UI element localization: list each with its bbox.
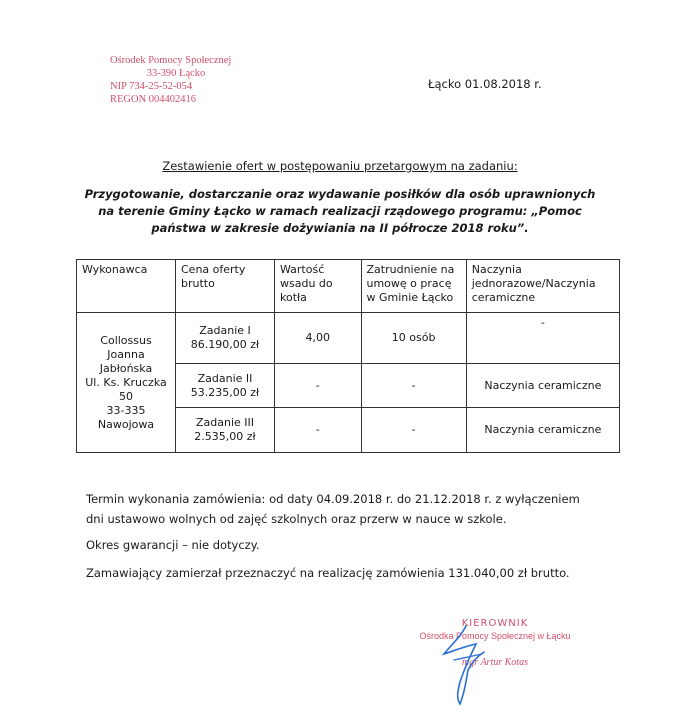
value-cell: 4,00 (275, 313, 362, 364)
handwritten-signature-icon (430, 620, 500, 710)
offers-table (76, 259, 620, 453)
contractor-line: 33-335 (106, 403, 146, 417)
subject-line-1: Przygotowanie, dostarczanie oraz wydawanie posiłków dla osób uprawnionych (84, 187, 596, 201)
header-employment: Zatrudnienie na umowę o pracę w Gminie Łącko (361, 260, 466, 313)
budget-text: Zamawiający zamierzał przeznaczyć na realizację zamówienia 131.040,00 zł brutto. (86, 566, 570, 580)
header-value: Wartość wsadu do kotła (275, 260, 362, 313)
price-cell (176, 364, 275, 408)
task-name: Zadanie II (197, 371, 253, 385)
employment-cell: 10 osób (361, 313, 466, 364)
task-price: 2.535,00 zł (194, 430, 256, 443)
dishes-cell: - (466, 313, 619, 364)
contractor-line: Jabłońska (99, 361, 153, 375)
document-date: Łącko 01.08.2018 r. (428, 77, 542, 91)
subject-line-2: na terenie Gminy Łącko w ramach realizacji rządowego programu: „Pomoc (98, 204, 582, 218)
employment-cell: - (361, 364, 466, 408)
term-line-2: dni ustawowo wolnych od zajęć szkolnych oraz przerw w nauce w szkole. (86, 512, 507, 526)
task-name: Zadanie I (199, 324, 251, 337)
institution-stamp (96, 54, 256, 106)
task-name: Zadanie III (195, 416, 255, 429)
value-cell: - (275, 408, 362, 453)
contractor-line: Joanna (107, 347, 145, 361)
stamp-address: 33-390 Łącko (146, 68, 206, 79)
header-contractor: Wykonawca (77, 260, 176, 313)
table-header-row (77, 260, 620, 313)
contractor-line: Nawojowa (97, 417, 155, 431)
signature-name: mgr Artur Kotas (462, 657, 528, 668)
contractor-line: Ul. Ks. Kruczka (85, 375, 167, 389)
contractor-line: Collossus (100, 333, 152, 347)
term-line-1: Termin wykonania zamówienia: od daty 04.09.2018 r. do 21.12.2018 r. z wyłączeniem (86, 492, 580, 506)
table-row (77, 313, 620, 364)
task-price: 86.190,00 zł (190, 338, 260, 351)
price-cell (176, 313, 275, 364)
contractor-cell (77, 313, 176, 453)
header-price: Cena oferty brutto (176, 260, 275, 313)
subject-line-3: państwa w zakresie dożywiania na II półrocze 2018 roku”. (151, 221, 529, 235)
execution-term (86, 489, 626, 529)
warranty-text: Okres gwarancji – nie dotyczy. (86, 538, 260, 552)
signature-org: Ośrodka Pomocy Społecznej w Łącku (419, 631, 571, 641)
value-cell: - (275, 364, 362, 408)
document-heading: Zestawienie ofert w postępowaniu przetargowym na zadaniu: (162, 159, 518, 173)
employment-cell: - (361, 408, 466, 453)
stamp-regon: REGON 004402416 (110, 94, 197, 105)
stamp-name: Ośrodek Pomocy Społecznej (110, 55, 232, 66)
dishes-cell: Naczynia ceramiczne (466, 408, 619, 453)
signature-title: KIEROWNIK (461, 618, 529, 629)
stamp-nip: NIP 734-25-52-054 (110, 81, 193, 92)
header-dishes: Naczynia jednorazowe/Naczynia ceramiczne (466, 260, 619, 313)
document-subject (60, 186, 620, 237)
contractor-line: 50 (119, 389, 133, 403)
dishes-cell: Naczynia ceramiczne (466, 364, 619, 408)
task-price: 53.235,00 zł (190, 385, 260, 399)
price-cell (176, 408, 275, 453)
